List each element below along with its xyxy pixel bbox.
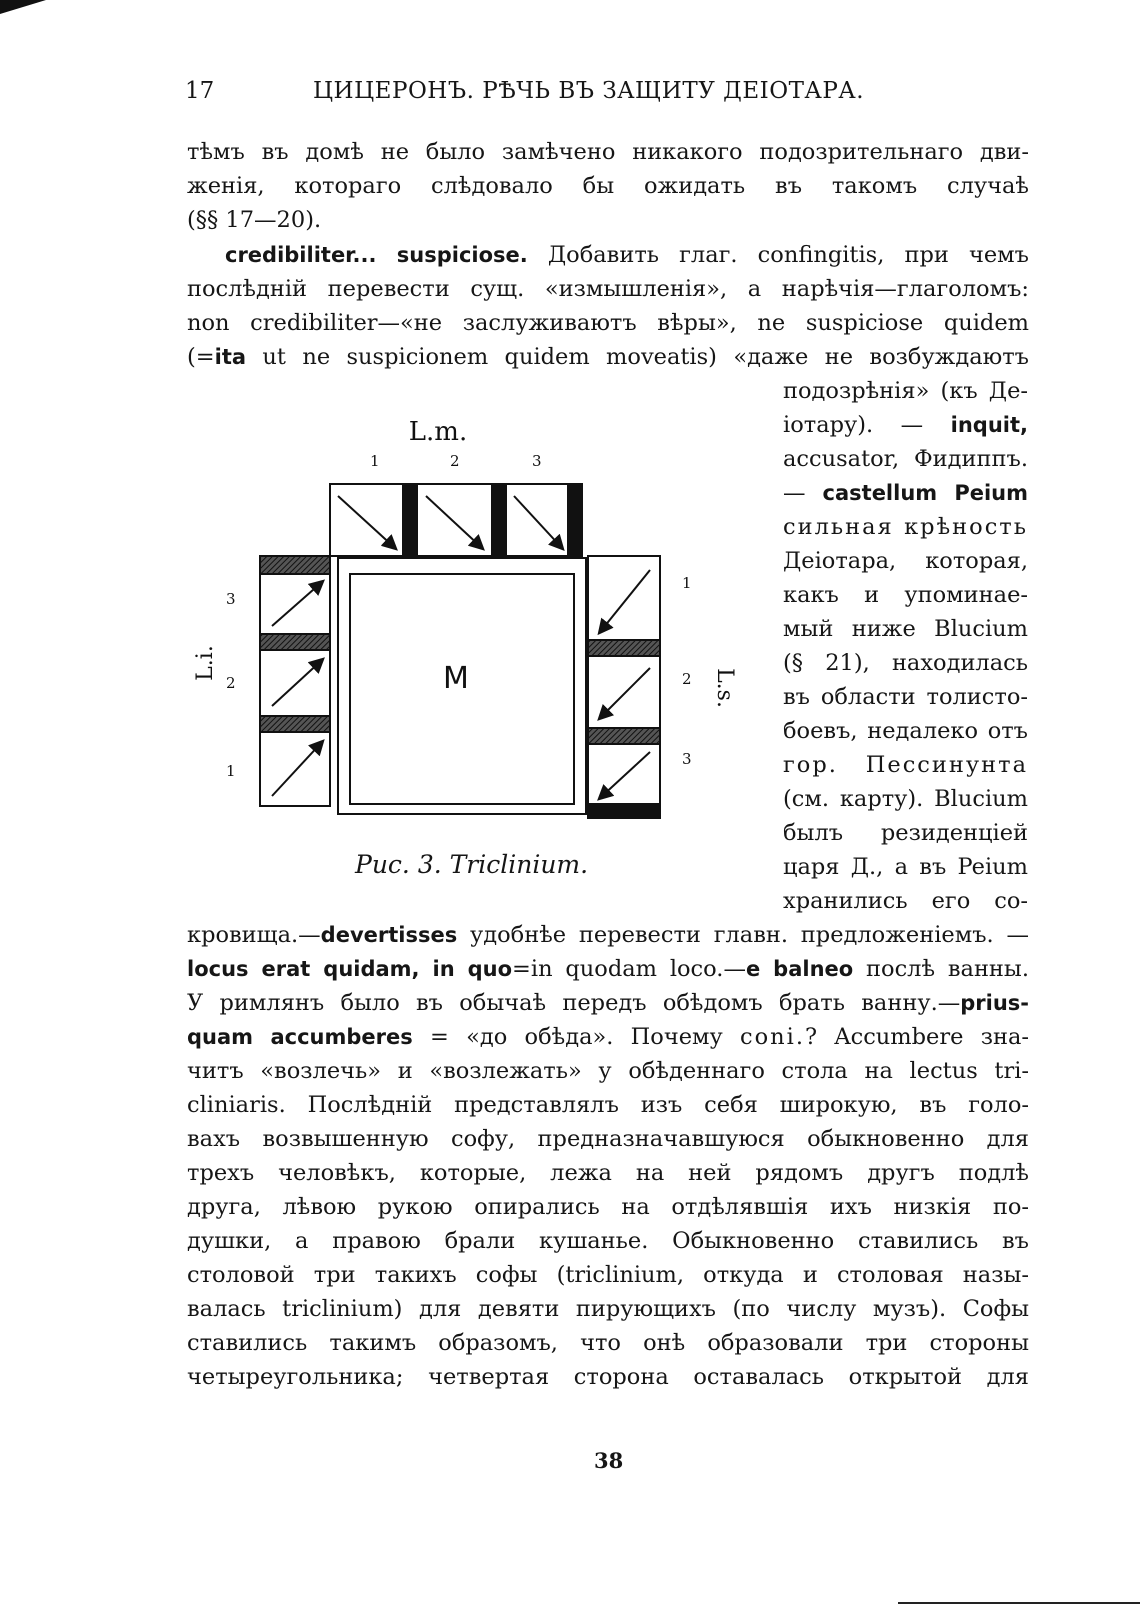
text-line: женія, котораго слѣдовало бы ожидать въ такомъ случаѣ	[187, 173, 1029, 199]
label-lectus-medius: L.m.	[408, 417, 468, 447]
term: devertisses	[320, 923, 458, 947]
label-lectus-imus: L.i.	[193, 645, 218, 681]
text-run: = «до обѣда». Почему	[412, 1024, 741, 1050]
text-run: ut ne suspicionem quidem moveatis) «даже не возбуждаютъ	[246, 344, 1029, 370]
text-line: четыреугольника; четвертая сторона оставалась открытой для	[187, 1364, 1029, 1390]
text-line: читъ «возлечь» и «возлежать» у обѣденнаго стола на lectus tri-	[187, 1058, 1029, 1084]
text-line: тѣмъ въ домѣ не было замѣчено никакого подозрительнаго дви-	[187, 139, 1029, 165]
side-text-line: мый ниже Blucium	[783, 616, 1028, 642]
side-text-line: былъ резиденціей	[783, 820, 1028, 846]
seat-number: 3	[532, 452, 542, 470]
term: ita	[214, 345, 247, 369]
text-line: послѣдній перевести сущ. «измышленія», а нарѣчія—глаголомъ:	[187, 276, 1029, 302]
text-line	[187, 988, 1029, 1018]
side-text-line: какъ и упоминае-	[783, 582, 1028, 608]
text-run: кровища.—	[187, 922, 321, 948]
header-title: ЦИЦЕРОНЪ. РѢЧЬ ВЪ ЗАЩИТУ ДЕІОТАРА.	[313, 78, 865, 104]
side-text-line	[783, 478, 1028, 508]
seat-number: 3	[226, 590, 236, 608]
figure-caption: Рис. 3. Triclinium.	[355, 850, 589, 879]
footer-page-number: 38	[594, 1448, 624, 1473]
side-text-line: (§ 21), находилась	[783, 650, 1028, 676]
text-line	[187, 920, 1029, 950]
mensa-label: M	[443, 661, 469, 696]
seat-number: 1	[682, 574, 692, 592]
text-line: non credibiliter—«не заслуживаютъ вѣры», ne suspiciose quidem	[187, 310, 1029, 336]
seat-number: 2	[682, 670, 692, 688]
text-run: Добавить глаг. confingitis, при чемъ	[527, 242, 1029, 268]
seat-number: 1	[370, 452, 380, 470]
term: quam accumberes	[187, 1025, 413, 1049]
side-text-line: царя Д., а въ Peium	[783, 854, 1028, 880]
term: e balneo	[745, 957, 854, 981]
seat-number: 1	[226, 762, 236, 780]
term: inquit,	[950, 413, 1028, 437]
side-text-line: боевъ, недалеко отъ	[783, 718, 1028, 744]
running-header	[185, 76, 1027, 112]
side-text-line: (см. карту). Blucium	[783, 786, 1028, 812]
side-text-line: въ области толисто-	[783, 684, 1028, 710]
text-run: =in quodam loco.—	[512, 956, 746, 982]
text-line	[187, 342, 1029, 372]
text-line	[187, 954, 1029, 984]
couch-summus	[588, 556, 660, 818]
label-lectus-summus: L.s.	[712, 668, 737, 708]
side-text-line	[783, 410, 1028, 440]
text-line: столовой три такихъ софы (triclinium, откуда и столовая назы-	[187, 1262, 1029, 1288]
side-text-line: гор. Пессинунта	[783, 752, 1028, 778]
triclinium-figure	[170, 398, 737, 888]
side-text-line: Деіотара, которая,	[783, 548, 1028, 574]
text-line: валась triclinium) для девяти пирующихъ (по числу музъ). Софы	[187, 1296, 1029, 1322]
header-page-number: 17	[185, 78, 215, 104]
scan-corner-mark	[0, 0, 46, 14]
couch-imus	[260, 556, 330, 806]
seat-number: 3	[682, 750, 692, 768]
side-text-line: сильная крѣность	[783, 514, 1028, 540]
couch-medius	[330, 484, 582, 556]
scan-edge-line	[898, 1602, 1140, 1604]
text-line	[225, 240, 1029, 270]
text-run: (=	[187, 344, 215, 370]
text-line: вахъ возвышенную софу, предназначавшуюся обыкновенно для	[187, 1126, 1029, 1152]
term: castellum Peium	[822, 481, 1029, 505]
seat-number: 2	[450, 452, 460, 470]
text-run: У римлянъ было въ обычаѣ передъ обѣдомъ брать ванну.—	[187, 990, 961, 1016]
text-run: удобнѣе перевести главн. предложеніемъ. —	[457, 922, 1029, 948]
side-text-line: хранились его со-	[783, 888, 1028, 914]
text-run: послѣ ванны.	[853, 956, 1029, 982]
text-line	[187, 1022, 1029, 1052]
side-text-line: подозрѣнія» (къ Де-	[783, 378, 1028, 404]
text-run: ? Accumbere зна-	[805, 1024, 1029, 1050]
text-run: coni.	[740, 1024, 806, 1050]
text-line: (§§ 17—20).	[187, 207, 322, 233]
text-line: душки, а правою брали кушанье. Обыкновенно ставились въ	[187, 1228, 1029, 1254]
term: credibiliter... suspiciose.	[225, 243, 528, 267]
text-run: іотару). —	[783, 412, 951, 438]
text-line: ставились такимъ образомъ, что онѣ образовали три стороны	[187, 1330, 1029, 1356]
seat-number: 2	[226, 674, 236, 692]
side-text-line: accusator, Фидиппъ.	[783, 446, 1028, 472]
text-line: cliniaris. Послѣдній представлялъ изъ себя широкую, въ голо-	[187, 1092, 1029, 1118]
text-line: трехъ человѣкъ, которые, лежа на ней рядомъ другъ подлѣ	[187, 1160, 1029, 1186]
triclinium-diagram	[170, 398, 737, 888]
term: locus erat quidam, in quo	[187, 957, 513, 981]
term: prius-	[960, 991, 1029, 1015]
text-run: —	[783, 480, 823, 506]
text-line: друга, лѣвою рукою опирались на отдѣлявшія ихъ низкія по-	[187, 1194, 1029, 1220]
